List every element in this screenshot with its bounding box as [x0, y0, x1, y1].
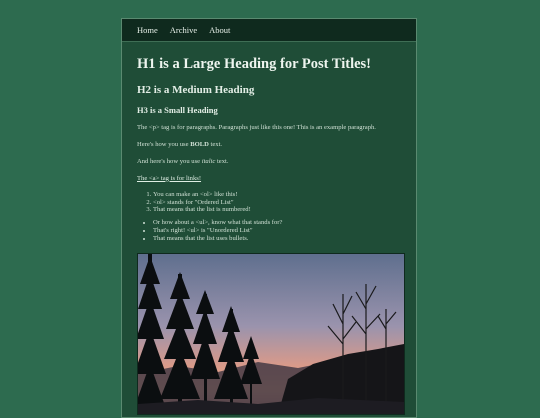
nav-about-link[interactable]: About	[209, 25, 231, 35]
ordered-list	[137, 191, 401, 215]
bold-suffix: text.	[208, 140, 223, 148]
nav-home-link[interactable]: Home	[137, 25, 158, 35]
italic-suffix: text.	[215, 157, 229, 165]
top-nav	[122, 19, 416, 42]
list-item: • That means that the list uses bullets.	[153, 235, 401, 243]
unordered-list	[137, 219, 401, 243]
medium-heading: H2 is a Medium Heading	[137, 84, 255, 96]
list-item: • That's right! <ul> is "Unordered List"	[153, 227, 401, 235]
post-title: H1 is a Large Heading for Post Titles!	[137, 56, 372, 72]
example-link[interactable]: The <a> tag is for links!	[137, 174, 202, 182]
list-item: 3. That means that the list is numbered!	[153, 206, 401, 214]
list-item: • Or how about a <ul>, know what that stands for?	[153, 219, 401, 227]
small-heading: H3 is a Small Heading	[137, 105, 218, 115]
list-item: 2. <ol> stands for "Ordered List"	[153, 199, 401, 207]
bold-prefix: Here's how you use	[137, 140, 191, 148]
photo-image	[138, 254, 404, 414]
link-paragraph	[137, 175, 401, 183]
bold-paragraph	[137, 141, 401, 149]
post-content	[122, 56, 416, 415]
italic-paragraph	[137, 158, 401, 166]
nav-archive-link[interactable]: Archive	[169, 25, 198, 35]
intro-paragraph: The <p> tag is for paragraphs. Paragraphs just like this one! This is an example paragraph.	[137, 124, 376, 131]
bold-word: BOLD	[190, 140, 209, 148]
sunset-forest-photo	[137, 253, 405, 415]
page-container	[121, 18, 417, 418]
italic-prefix: And here's how you use	[137, 157, 202, 165]
list-item: 1. You can make an <ol> like this!	[153, 191, 401, 199]
italic-word: italic	[201, 157, 216, 165]
